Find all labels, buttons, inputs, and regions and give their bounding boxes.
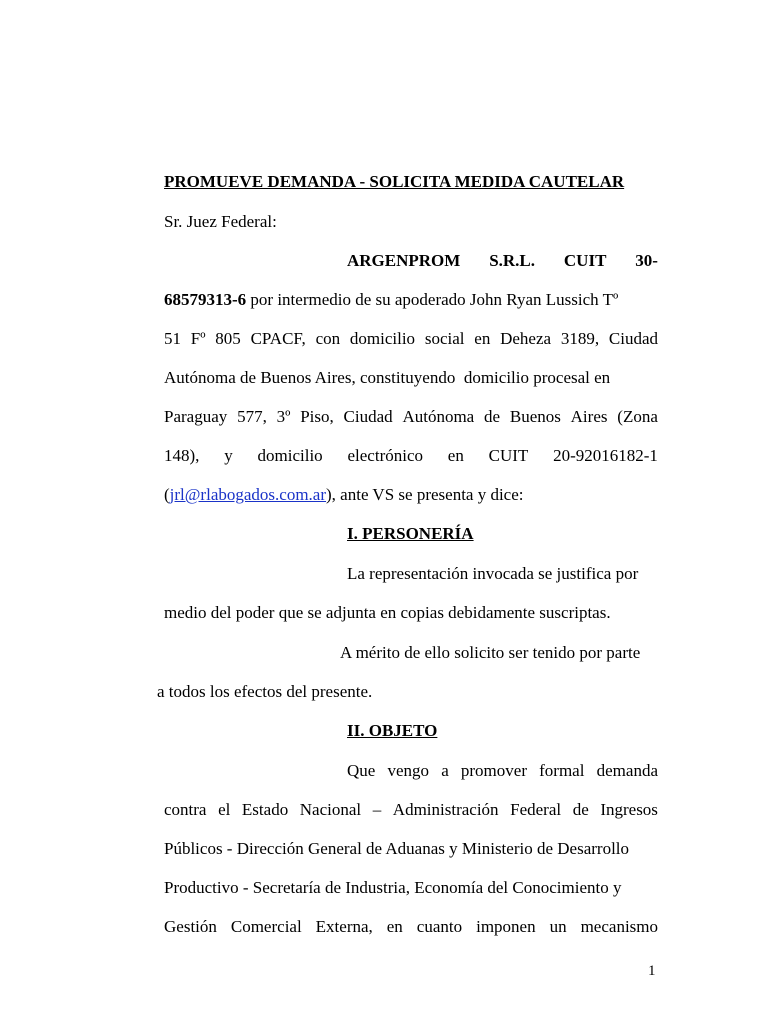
- word: Gestión: [164, 917, 217, 936]
- page-number: 1: [648, 963, 656, 979]
- personeria-p1-line-2: medio del poder que se adjunta en copias debidamente suscriptas.: [164, 603, 611, 622]
- word: el: [218, 800, 231, 819]
- word: 51: [164, 329, 181, 348]
- intro-line-6: [164, 446, 658, 466]
- word: Federal: [510, 800, 562, 819]
- word: 20-92016182-1: [553, 446, 658, 465]
- word: Autónoma: [402, 407, 475, 426]
- personeria-p2-line-2: a todos los efectos del presente.: [157, 682, 373, 701]
- word: (Zona: [617, 407, 658, 426]
- word: 805: [215, 329, 241, 348]
- word: CUIT: [563, 251, 607, 270]
- word: cuanto: [416, 917, 463, 936]
- word: social: [424, 329, 465, 348]
- word: 3189,: [560, 329, 600, 348]
- word: promover: [460, 761, 527, 780]
- word: Ingresos: [600, 800, 658, 819]
- word: vengo: [387, 761, 430, 780]
- word: un: [549, 917, 567, 936]
- word: Buenos: [509, 407, 561, 426]
- section-heading-objeto: II. OBJETO: [347, 721, 438, 740]
- intro-line-3: [164, 329, 658, 349]
- word: domicilio: [257, 446, 323, 465]
- word: y: [224, 446, 233, 465]
- word: Paraguay: [164, 407, 228, 426]
- word: formal: [539, 761, 585, 780]
- word: S.R.L.: [489, 251, 536, 270]
- word: de: [572, 800, 589, 819]
- word: Nacional: [299, 800, 362, 819]
- personeria-p2-line-1: A mérito de ello solicito ser tenido por parte: [340, 643, 641, 662]
- objeto-line-2: [164, 800, 658, 820]
- word: 3º: [276, 407, 291, 426]
- intro-line-7: [164, 485, 524, 505]
- word: Estado: [241, 800, 289, 819]
- cuit-number: 68579313-6: [164, 290, 247, 309]
- word: Deheza: [500, 329, 552, 348]
- word: Piso,: [300, 407, 334, 426]
- personeria-p1-line-1: La representación invocada se justifica por: [347, 564, 639, 583]
- word: de: [484, 407, 501, 426]
- paren-open: (: [164, 485, 170, 504]
- word: Administración: [392, 800, 499, 819]
- word: en: [447, 446, 464, 465]
- word: imponen: [476, 917, 536, 936]
- objeto-line-5: [164, 917, 658, 937]
- objeto-line-4: Productivo - Secretaría de Industria, Economía del Conocimiento y: [164, 878, 622, 897]
- word: demanda: [596, 761, 658, 780]
- word: –: [372, 800, 382, 819]
- word: Fº: [190, 329, 206, 348]
- word: ARGENPROM: [347, 251, 461, 270]
- word: CPACF,: [250, 329, 306, 348]
- intro-line-2-text: por intermedio de su apoderado John Ryan Lussich Tº: [246, 290, 619, 309]
- word: electrónico: [347, 446, 423, 465]
- word: 30-: [635, 251, 658, 270]
- intro-line-7-text: ), ante VS se presenta y dice:: [326, 485, 524, 504]
- word: contra: [164, 800, 207, 819]
- word: a: [441, 761, 449, 780]
- intro-line-5: [164, 407, 658, 427]
- word: CUIT: [488, 446, 529, 465]
- word: Externa,: [315, 917, 373, 936]
- intro-line-1: [347, 251, 658, 271]
- intro-line-2: [164, 290, 618, 310]
- section-heading-personeria: I. PERSONERÍA: [347, 524, 474, 543]
- word: mecanismo: [580, 917, 658, 936]
- word: domicilio: [349, 329, 416, 348]
- objeto-line-3: Públicos - Dirección General de Aduanas y Ministerio de Desarrollo: [164, 839, 630, 858]
- word: Ciudad: [608, 329, 658, 348]
- word: Que: [347, 761, 376, 780]
- document-title: PROMUEVE DEMANDA - SOLICITA MEDIDA CAUTELAR: [164, 172, 625, 191]
- word: con: [315, 329, 341, 348]
- word: en: [474, 329, 491, 348]
- word: 577,: [237, 407, 267, 426]
- intro-line-4: Autónoma de Buenos Aires, constituyendo domicilio procesal en: [164, 368, 611, 387]
- salutation: Sr. Juez Federal:: [164, 212, 277, 231]
- word: Aires: [570, 407, 608, 426]
- word: Comercial: [230, 917, 302, 936]
- email-link[interactable]: jrl@rlabogados.com.ar: [169, 485, 327, 504]
- word: en: [386, 917, 403, 936]
- word: 148),: [164, 446, 200, 465]
- objeto-line-1: [347, 761, 658, 781]
- word: Ciudad: [343, 407, 393, 426]
